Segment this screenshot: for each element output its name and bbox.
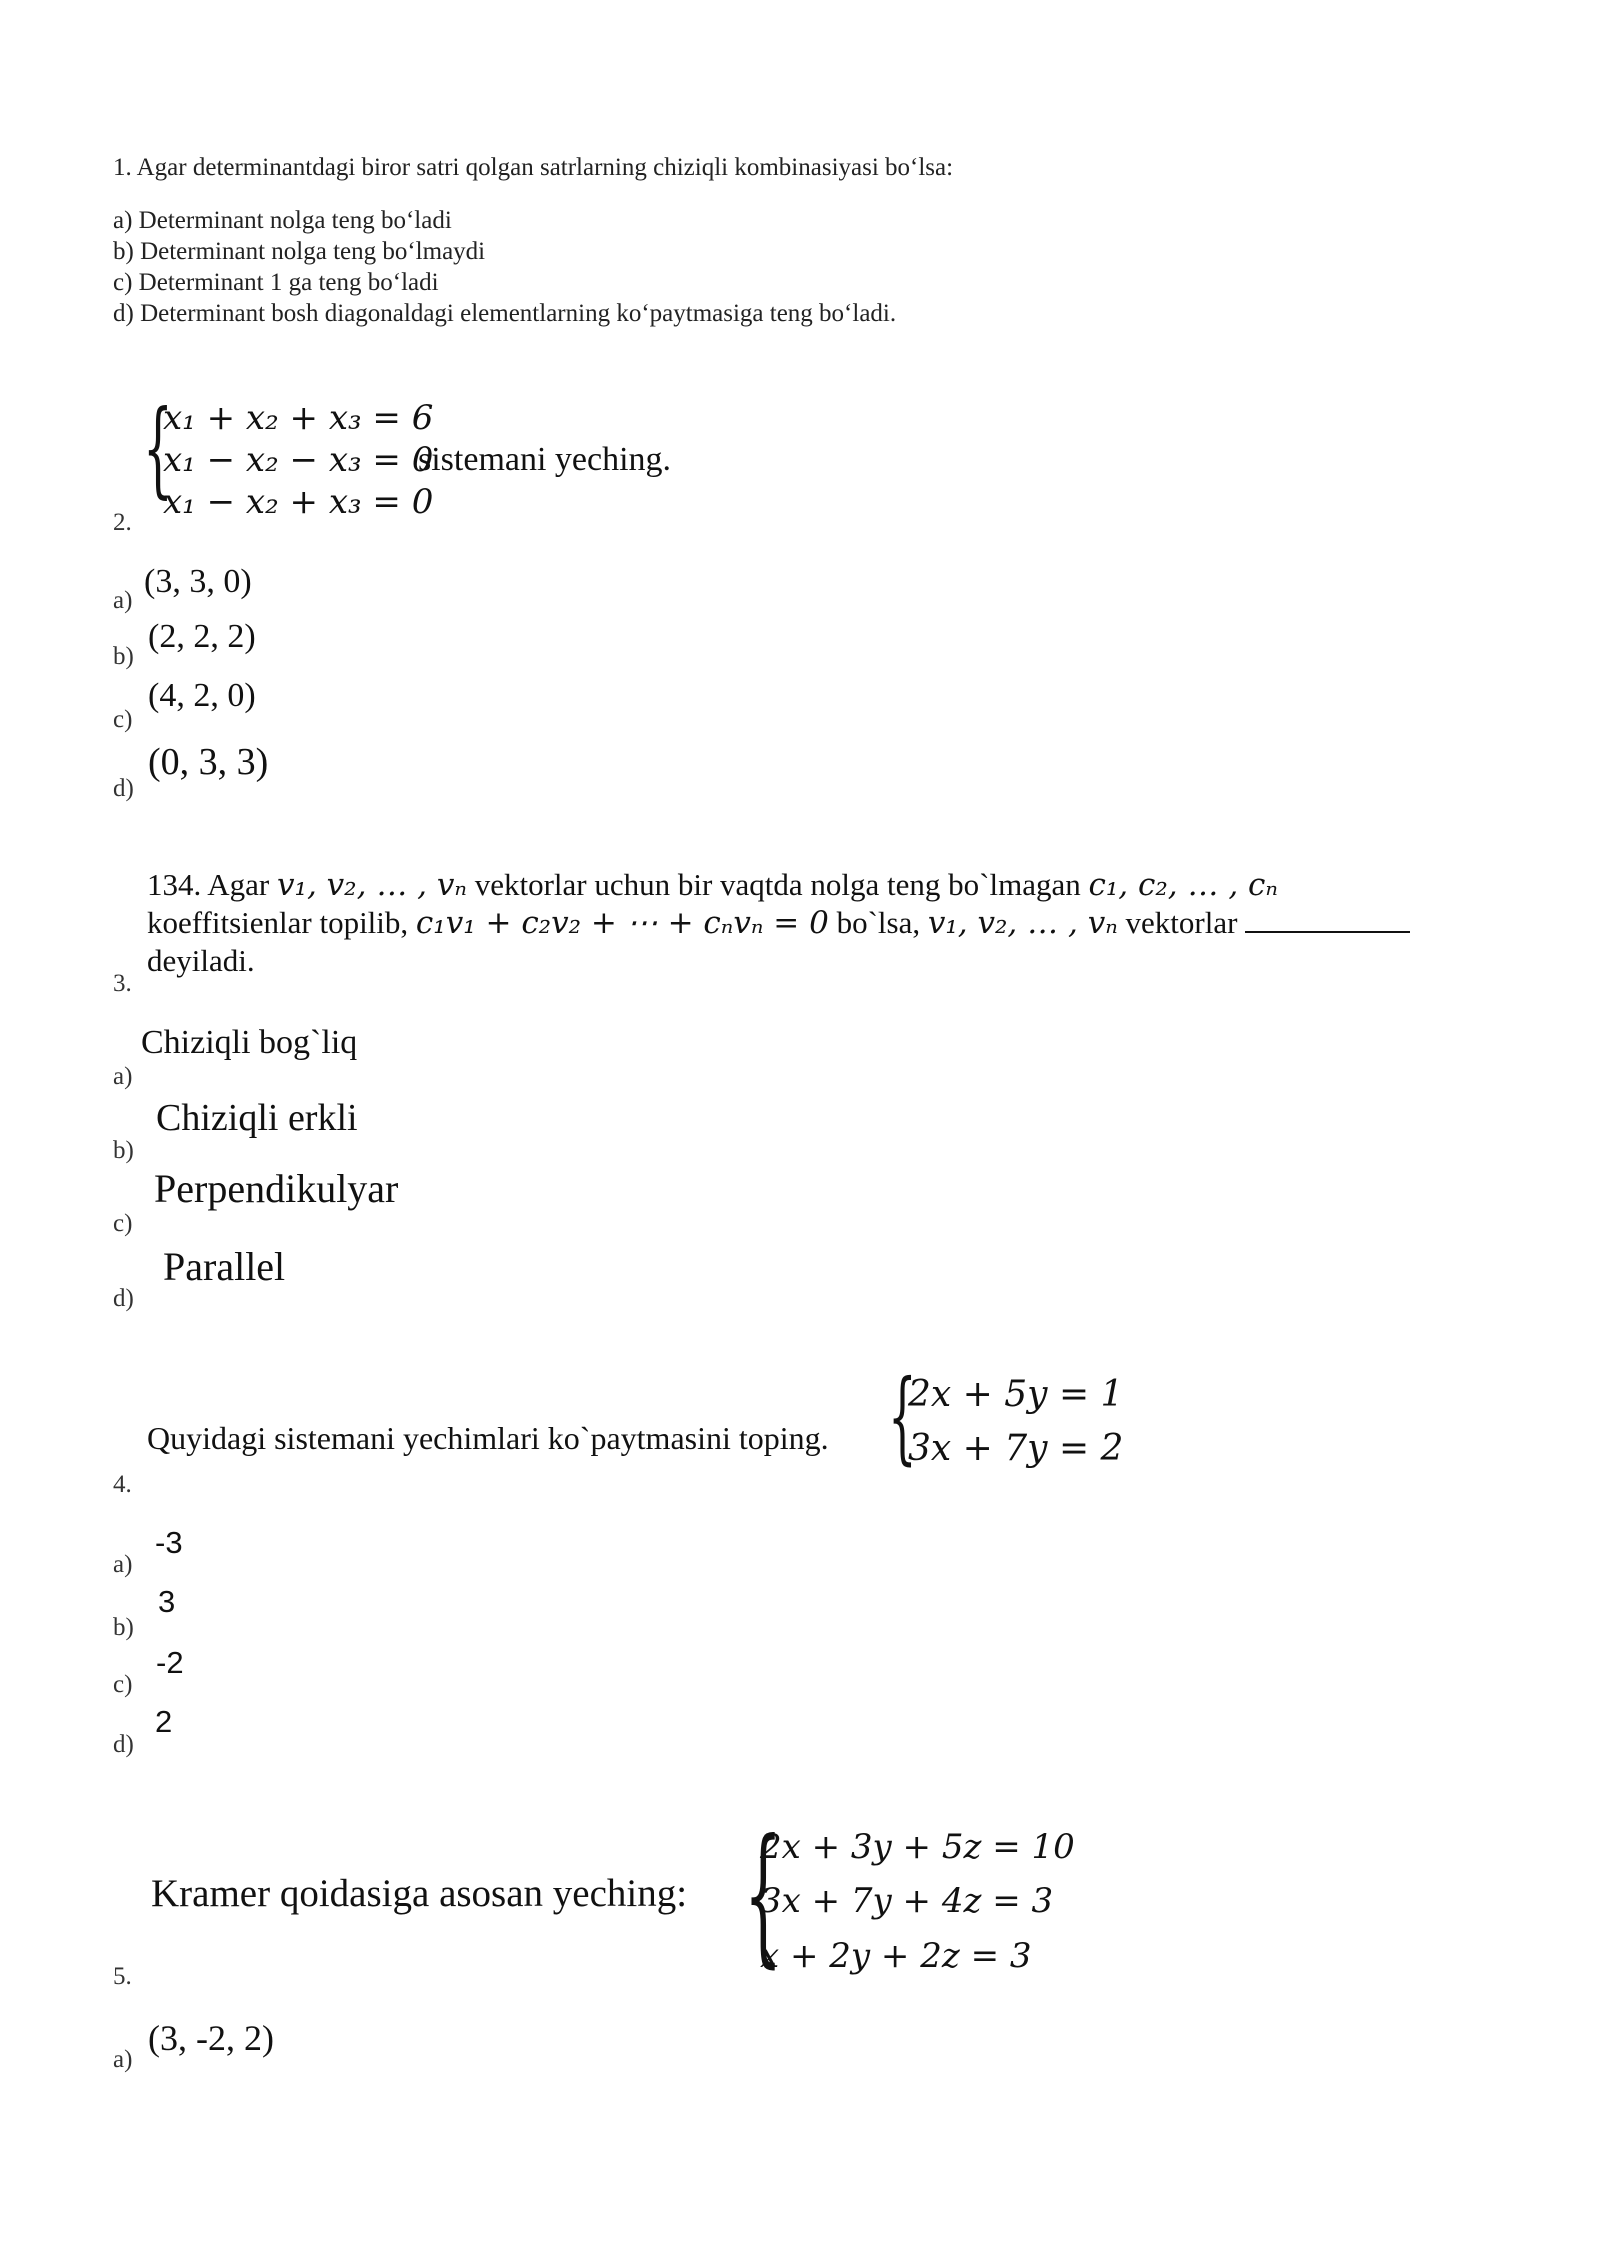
system-brace: { (744, 1808, 783, 1982)
q3-line-1 (147, 867, 1278, 903)
q5-equation-3: x + 2y + 2z = 3 (760, 1936, 1032, 1976)
q3-label-b: b) (113, 1137, 134, 1164)
q5-label-a: a) (113, 2046, 133, 2073)
q4-label-a: a) (113, 1551, 133, 1578)
q2-instruction: sistemani yeching. (418, 441, 672, 478)
q4-question-text: Quyidagi sistemani yechimlari ko`paytmasini toping. (147, 1420, 829, 1456)
q3-answer-a: Chiziqli bog`liq (141, 1024, 358, 1061)
q2-equation-3: x₁ − x₂ + x₃ = 0 (163, 482, 434, 522)
q5-answer-a: (3, -2, 2) (148, 2018, 274, 2058)
q3-line2-vectors: v₁, v₂, … , vₙ (927, 905, 1118, 941)
q2-number: 2. (113, 509, 132, 536)
q4-answer-a: -3 (155, 1525, 183, 1560)
q4-number: 4. (113, 1471, 132, 1498)
q3-line2-mid: bo`lsa, (836, 905, 921, 940)
q3-line1-prefix: 134. Agar (147, 867, 270, 902)
q4-answer-b: 3 (158, 1584, 176, 1619)
q3-label-c: c) (113, 1210, 133, 1237)
q2-label-a: a) (113, 587, 133, 614)
q2-answer-b: (2, 2, 2) (148, 618, 256, 655)
q3-answer-b: Chiziqli erkli (156, 1097, 358, 1139)
q4-answer-d: 2 (155, 1704, 173, 1739)
q3-number: 3. (113, 970, 132, 997)
q4-answer-c: -2 (156, 1645, 184, 1680)
q3-line2-suffix: vektorlar (1125, 905, 1238, 940)
q5-question-text: Kramer qoidasiga asosan yeching: (151, 1872, 688, 1915)
q3-line1-coefficients: c₁, c₂, … , cₙ (1088, 867, 1278, 903)
q3-line2-prefix: koeffitsienlar topilib, (147, 905, 409, 940)
q1-option-d: d) Determinant bosh diagonaldagi elementlarning ko‘paytmasiga teng bo‘ladi. (113, 300, 897, 327)
q4-label-c: c) (113, 1671, 133, 1698)
q3-line2-equation: c₁v₁ + c₂v₂ + ⋯ + cₙvₙ = 0 (415, 905, 829, 941)
q3-label-d: d) (113, 1285, 134, 1312)
q1-option-c: c) Determinant 1 ga teng bo‘ladi (113, 269, 439, 296)
q2-equation-1: x₁ + x₂ + x₃ = 6 (163, 398, 434, 438)
q2-answer-a: (3, 3, 0) (144, 563, 252, 600)
q2-label-d: d) (113, 775, 134, 802)
q2-answer-c: (4, 2, 0) (148, 677, 256, 714)
q4-label-b: b) (113, 1614, 134, 1641)
q2-label-c: c) (113, 706, 133, 733)
answer-blank (1245, 907, 1410, 933)
q1-question: 1. Agar determinantdagi biror satri qolgan satrlarning chiziqli kombinasiyasi bo‘lsa: (113, 154, 954, 181)
q5-number: 5. (113, 1963, 132, 1990)
q2-answer-d: (0, 3, 3) (148, 741, 269, 783)
q3-line1-mid: vektorlar uchun bir vaqtda nolga teng bo`lmagan (474, 867, 1081, 902)
q3-line-2 (147, 905, 1410, 941)
q3-line-3: deyiladi. (147, 943, 255, 978)
q2-label-b: b) (113, 643, 134, 670)
q3-answer-c: Perpendikulyar (154, 1166, 399, 1211)
q3-label-a: a) (113, 1063, 133, 1090)
system-brace: { (143, 387, 173, 509)
q1-option-a: a) Determinant nolga teng bo‘ladi (113, 207, 452, 234)
q5-equation-1: 2x + 3y + 5z = 10 (760, 1827, 1075, 1867)
q3-answer-d: Parallel (163, 1244, 286, 1289)
q4-equation-1: 2x + 5y = 1 (908, 1374, 1124, 1415)
q2-equation-2: x₁ − x₂ − x₃ = 0 (163, 440, 434, 480)
q5-equation-2: 3x + 7y + 4z = 3 (760, 1881, 1054, 1921)
q3-line1-vectors: v₁, v₂, … , vₙ (277, 867, 467, 903)
system-brace: { (888, 1358, 917, 1475)
q4-equation-2: 3x + 7y = 2 (908, 1428, 1124, 1469)
q4-label-d: d) (113, 1731, 134, 1758)
q1-option-b: b) Determinant nolga teng bo‘lmaydi (113, 238, 486, 265)
